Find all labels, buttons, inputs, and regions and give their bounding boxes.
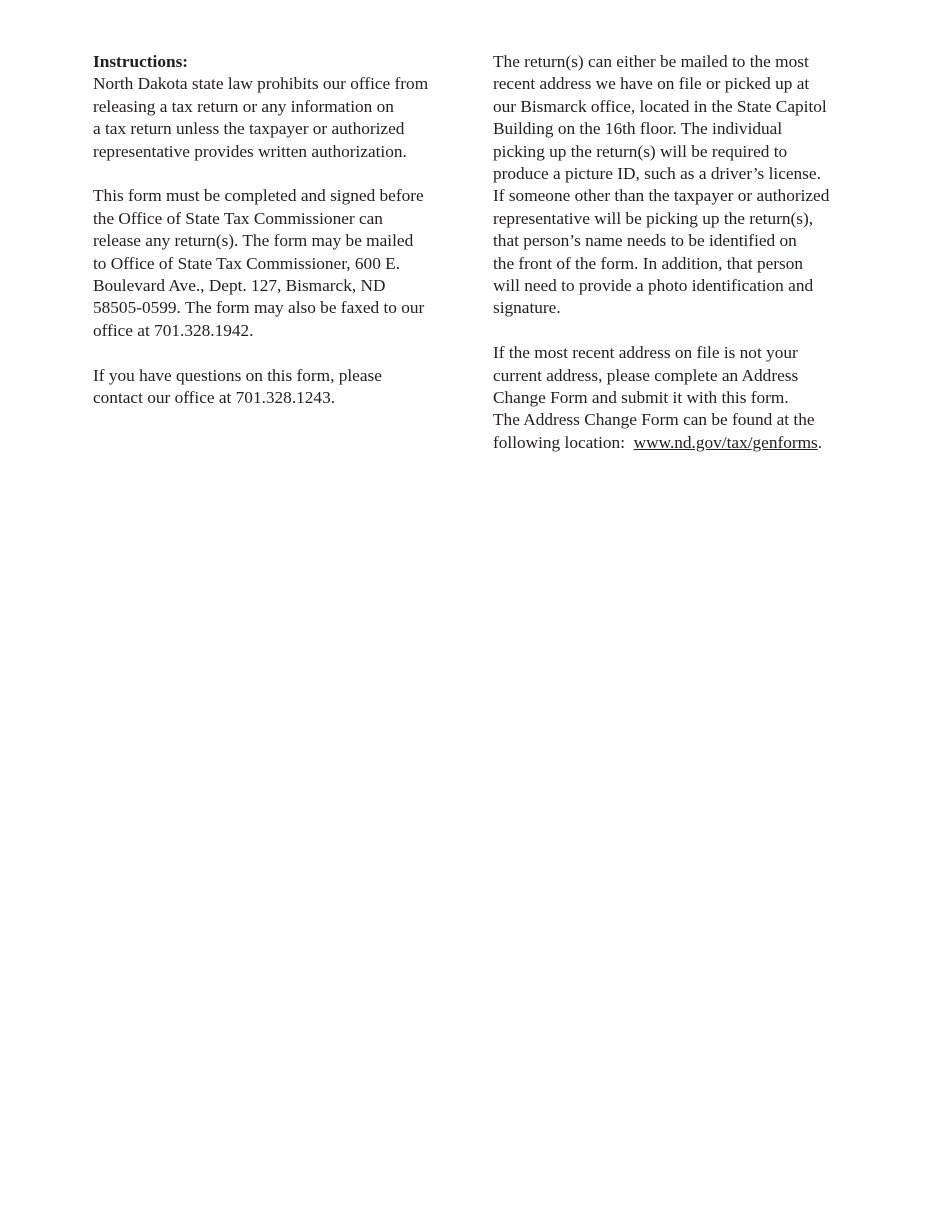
text-line: releasing a tax return or any information on <box>93 96 394 116</box>
text-line: current address, please complete an Address <box>493 365 799 385</box>
right-column <box>493 51 865 454</box>
text-line: to Office of State Tax Commissioner, 600 E. <box>93 253 401 273</box>
text-line: This form must be completed and signed before <box>93 186 424 206</box>
text-line: picking up the return(s) will be required to <box>493 141 788 161</box>
paragraph-pickup <box>493 51 865 320</box>
text-line: Boulevard Ave., Dept. 127, Bismarck, ND <box>93 276 386 296</box>
paragraph-questions <box>93 365 463 410</box>
text-line: signature. <box>493 298 561 318</box>
text-line: The return(s) can either be mailed to the most <box>493 52 809 71</box>
location-prefix: following location: <box>493 432 634 452</box>
paragraph-submission <box>93 185 463 342</box>
text-line: 58505-0599. The form may also be faxed to our <box>93 298 425 318</box>
text-line: the Office of State Tax Commissioner can <box>93 208 383 228</box>
text-line: The Address Change Form can be found at the <box>493 410 815 430</box>
text-line: our Bismarck office, located in the State Capitol <box>493 96 827 116</box>
left-column <box>93 51 463 409</box>
text-line: release any return(s). The form may be mailed <box>93 231 414 251</box>
text-line: will need to provide a photo identification and <box>493 276 814 296</box>
text-line: produce a picture ID, such as a driver’s license. <box>493 164 821 184</box>
location-line <box>493 432 865 454</box>
text-line: a tax return unless the taxpayer or authorized <box>93 119 405 139</box>
text-line: representative provides written authorization. <box>93 141 407 161</box>
paragraph-law <box>93 73 463 163</box>
location-suffix: . <box>817 432 823 452</box>
text-line: office at 701.328.1942. <box>93 320 254 340</box>
text-line: Change Form and submit it with this form. <box>493 388 789 408</box>
genforms-link[interactable]: www.nd.gov/tax/genforms <box>633 432 818 452</box>
text-line: If you have questions on this form, please <box>93 365 382 385</box>
instructions-heading: Instructions: <box>93 52 189 71</box>
text-line: Building on the 16th floor. The individual <box>493 119 783 139</box>
text-line: If someone other than the taxpayer or authorized <box>493 186 830 206</box>
text-line: contact our office at 701.328.1243. <box>93 388 336 408</box>
text-line: North Dakota state law prohibits our office from <box>93 74 429 94</box>
text-line: recent address we have on file or picked up at <box>493 74 810 94</box>
text-line: the front of the form. In addition, that person <box>493 253 804 273</box>
paragraph-address-change <box>493 342 865 454</box>
text-line: If the most recent address on file is not your <box>493 343 798 363</box>
text-line: representative will be picking up the return(s), <box>493 208 814 228</box>
text-line: that person’s name needs to be identified on <box>493 231 797 251</box>
